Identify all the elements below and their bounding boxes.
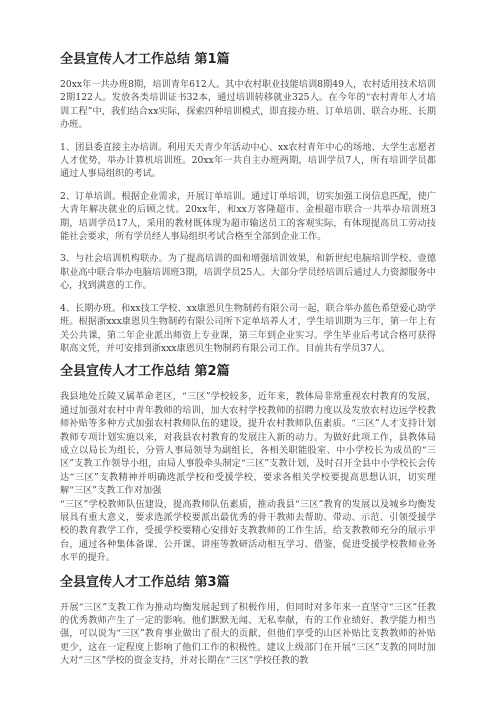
paragraph: 2、订单培训。根据企业需求，开展订单培训。通过订单培训，切实加强工岗信息匹配，使广大青年解决就业的后顾之忧。20xx年，和xx万客隆超市、金根超市联合一共举办培训班3期，培训学员17人，采用的教材既体现为超市输送员工的客观实际，有体现提高员工劳动技能社会要求，所有学员经人事局组织考试合格至全部到企业工作。	[60, 190, 436, 243]
paragraph: 我县地处丘陵又属革命老区，“三区”学校较多，近年来，教体局非常重视农村教育的发展，通过加强对农村中青年教师的培训，加大农村学校教师的招聘力度以及发放农村边远学校教师补贴等多种方式加强农村教师队伍的建设，提升农村教师队伍素质。“三区”人才支持计划教师专项计划实施以来，对我县农村教育的发展注入新的动力。为做好此项工作，县教体局成立以局长为组长，分管人事局领导为副组长，各相关职能股室、中小学校长为成员的“三区”支教工作领导小组，由局人事股牵头制定“三区”支教计划，及时召开全县中小学校长会传达“三区”支教精神并明确选派学校和受援学校，要求各相关学校要提高思想认识，切实理解“三区”支教工作对加强	[60, 391, 436, 497]
paragraph: 1、团县委直接主办培训。利用天天青少年活动中心、xx农村青年中心的场地、大学生志愿者人才优势，举办计算机培训班。20xx年一共自主办班两期，培训学员7人，所有培训学员都通过人事局组织的考试。	[60, 141, 436, 180]
paragraph: 开展“三区”支教工作为推动均衡发展起到了积极作用，但同时对多年来一直坚守“三区”任教的优秀教师产生了一定的影响。他们默默无闻、无私奉献，有的工作业绩好、教学能力相当强，可以说为“三区”教育事业做出了很大的贡献，但他们享受的山区补贴比支教教师的补贴更少，这在一定程度上影响了他们工作的积极性。建议上级部门在开展“三区”支教的同时加大对“三区”学校的资金支持，并对长期在“三区”学校任教的教	[60, 601, 436, 667]
section-2-title: 全县宣传人才工作总结 第2篇	[60, 364, 230, 380]
section-3-title: 全县宣传人才工作总结 第3篇	[60, 574, 230, 590]
section-3	[60, 575, 436, 668]
section-2	[60, 364, 436, 564]
paragraph: 4、长期办班。和xx技工学校、xx康恩贝生物制药有限公司一起，联合举办蓝色希望爱心助学班。根据浙xxx康恩贝生物制药有限公司所下定单培养人才，学生培训期为三年，第一年上有关公共课，第二年企业派出师资上专业课，第三年到企业实习。学生毕业后考试合格可获得职高文凭，并可安排到浙xxx康恩贝生物制药有限公司工作。目前共有学员37人。	[60, 302, 436, 354]
paragraph: 20xx年一共办班8期，培训青年612人。其中农村职业技能培训8期49人，农村适用技术培训2期122人。发放各类培训证书32本，通过培训转移就业325人。在今年的“农村青年人才培训工程”中，我们结合xx实际，探索四种培训模式，即直接办班、订单培训、联合办班、长期办班。	[60, 79, 436, 131]
paragraph: 3、与社会培训机构联办。为了提高培训的面和增强培训效果，和新世纪电脑培训学校、壹德职业高中联合举办电脑培训班3期，培训学员25人。大部分学员经培训后通过人力资源服务中心，找到满意的工作。	[60, 253, 436, 292]
section-1	[60, 52, 436, 355]
section-1-title: 全县宣传人才工作总结 第1篇	[60, 52, 230, 67]
paragraph: “三区”学校教师队伍建设，提高教师队伍素质，推动我县“三区”教育的发展以及城乡均衡发展具有重大意义，要求选派学校要派出最优秀的骨干教师去帮助、带动、示范、引领受援学校的教育教学工作，受援学校要精心安排好支教教师的工作生活，给支教教师充分的展示平台，通过各种集体备课、公开课、讲座等教研活动相互学习、借鉴，促进受援学校教师业务水平的提升。	[60, 498, 436, 564]
